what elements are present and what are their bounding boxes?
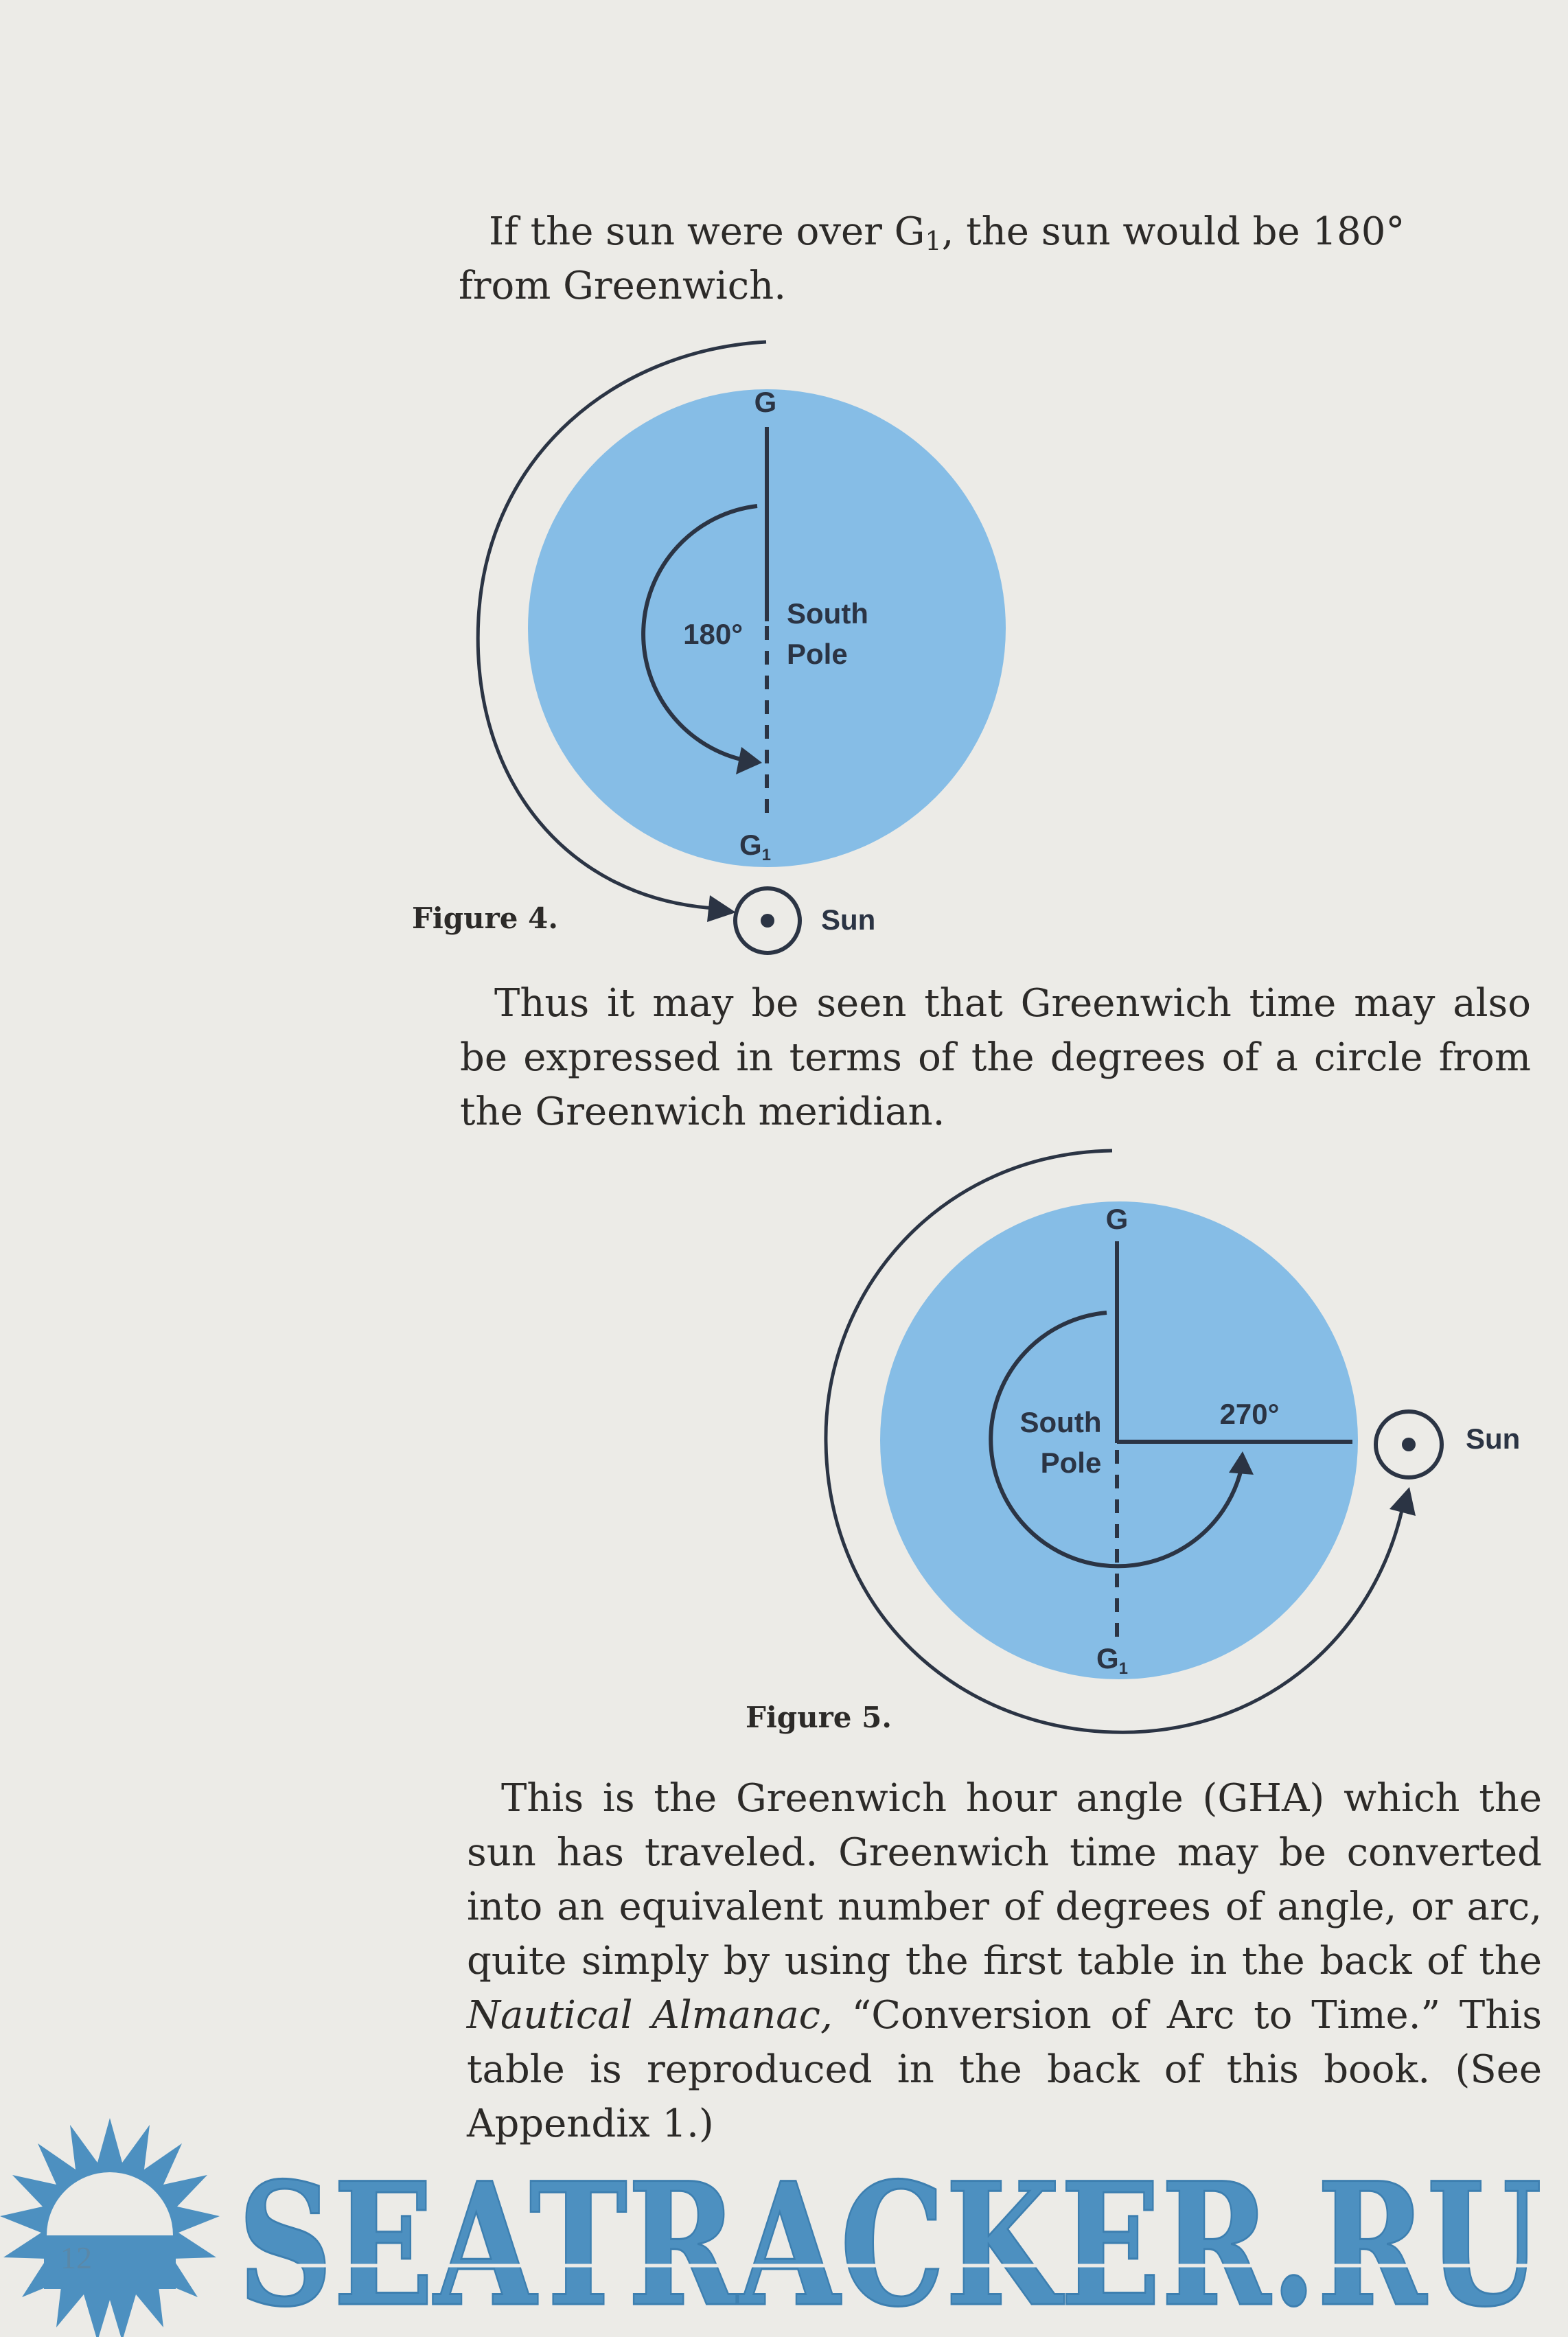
paragraph-3 <box>467 1771 1542 2151</box>
watermark-text: SEATRACKER.RU <box>238 2146 1542 2337</box>
sunburst-icon <box>0 2118 220 2337</box>
paragraph-3-italic: Nautical Almanac, <box>467 1993 833 2038</box>
figure-5-sun-label: Sun <box>1466 1423 1521 1455</box>
paragraph-2: Thus it may be seen that Greenwich time may also be expressed in terms of the degrees of a circle from the Greenwich meridian. <box>460 981 1531 1134</box>
figure-5-pole-label-line2: Pole <box>1040 1447 1102 1479</box>
figure-4-top-label: G <box>754 386 777 418</box>
paragraph-1-sub: 1 <box>925 226 942 256</box>
figure-5-pole-label-line1: South <box>1019 1406 1102 1438</box>
page-number: 12 <box>60 2240 92 2275</box>
figure-5-bottom-label: G1 <box>1096 1642 1129 1678</box>
figure-4-bottom-label: G1 <box>739 829 772 864</box>
figure-5-angle-label: 270° <box>1219 1398 1280 1430</box>
figure-5-sun-center-icon <box>1402 1438 1416 1451</box>
figure-5-orbit-arrowhead <box>1390 1487 1416 1516</box>
figure-5-top-label: G <box>1105 1203 1129 1235</box>
figure-4-pole-label-line1: South <box>787 597 868 630</box>
figure-5-caption: Figure 5. <box>746 1701 892 1734</box>
paragraph-1-tail: , the sun would be 180° from Greenwich. <box>459 209 1405 308</box>
watermark-logo <box>0 2101 1568 2337</box>
figure-4-caption: Figure 4. <box>412 901 558 935</box>
figure-4-angle-label: 180° <box>683 618 743 650</box>
paragraph-3-part2: “Conversion of Arc to Time.” This table is reproduced in the back of this book. (See Appendix 1.) <box>467 1993 1542 2146</box>
figure-4-sun-label: Sun <box>821 903 876 936</box>
paragraph-3-part1: This is the Greenwich hour angle (GHA) which the sun has traveled. Greenwich time may be converted into an equivalent number of degrees of angle, or arc, quite simply by using the first table in the back of the <box>467 1776 1542 1983</box>
paragraph-1-lead: If the sun were over G <box>489 209 925 254</box>
figure-4-pole-label-line2: Pole <box>787 638 848 670</box>
